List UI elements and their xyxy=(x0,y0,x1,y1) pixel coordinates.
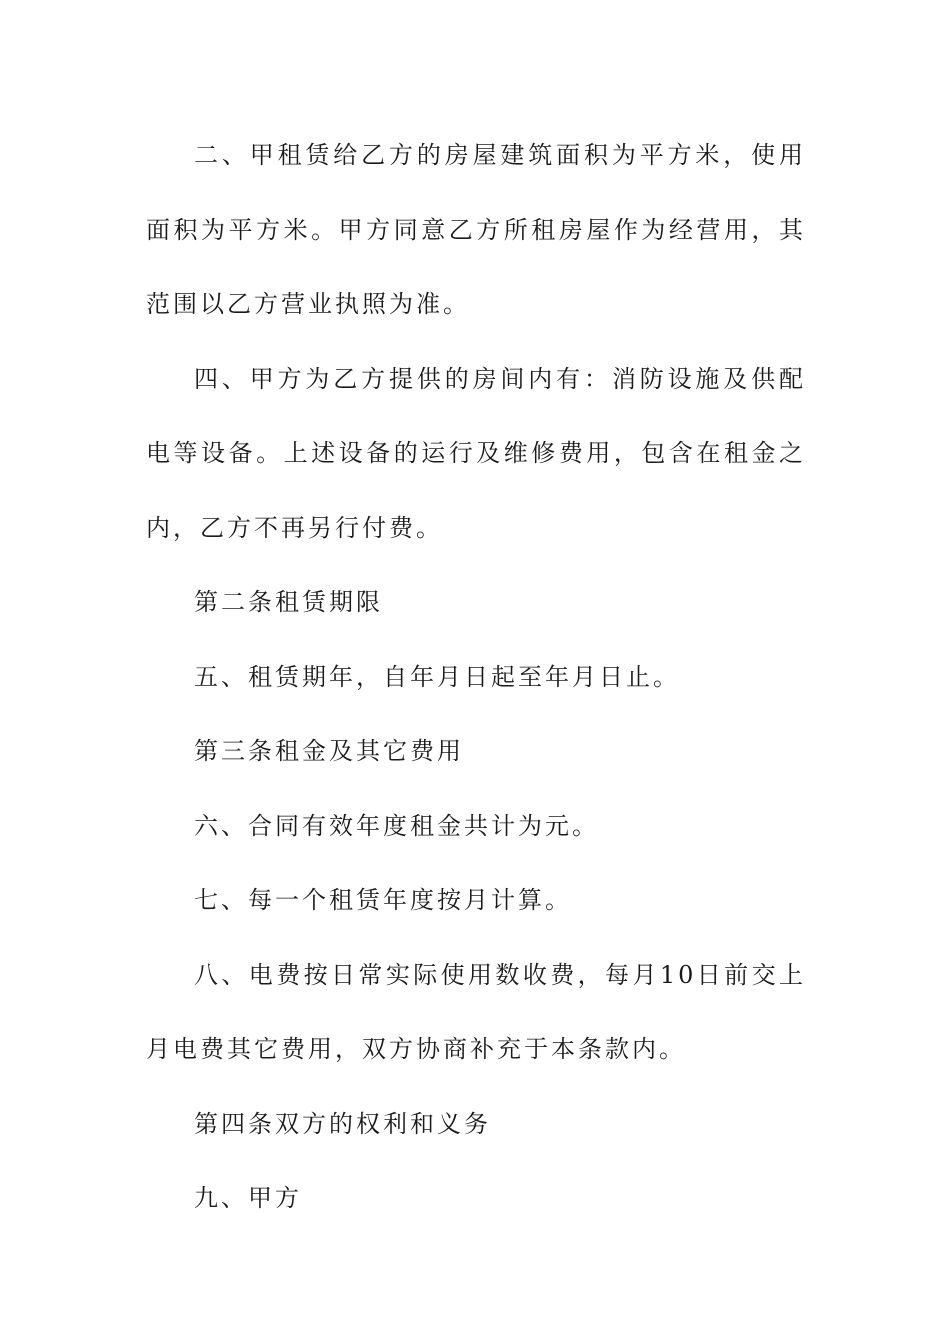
paragraph-monthly-calc: 七、每一个租赁年度按月计算。 xyxy=(194,886,572,914)
paragraph-electricity: 八、电费按日常实际使用数收费，每月10日前交上月电费其它费用，双方协商补充于本条款内。 xyxy=(146,960,806,1063)
document-body xyxy=(146,118,806,1236)
paragraph-party-a: 九、甲方 xyxy=(194,1184,302,1212)
section-heading-rent-fees: 第三条租金及其它费用 xyxy=(194,737,464,765)
paragraph-lease-period: 五、租赁期年，自年月日起至年月日止。 xyxy=(194,662,680,691)
section-heading-rights-obligations: 第四条双方的权利和义务 xyxy=(194,1109,491,1138)
section-heading-lease-term: 第二条租赁期限 xyxy=(194,588,383,616)
paragraph-lease-area: 二、甲租赁给乙方的房屋建筑面积为平方米，使用面积为平方米。甲方同意乙方所租房屋作为经营用，其范围以乙方营业执照为准。 xyxy=(146,141,806,318)
paragraph-facilities: 四、甲方为乙方提供的房间内有：消防设施及供配电等设备。上述设备的运行及维修费用，包含在租金之内，乙方不再另行付费。 xyxy=(146,364,806,542)
paragraph-annual-rent: 六、合同有效年度租金共计为元。 xyxy=(194,811,599,840)
